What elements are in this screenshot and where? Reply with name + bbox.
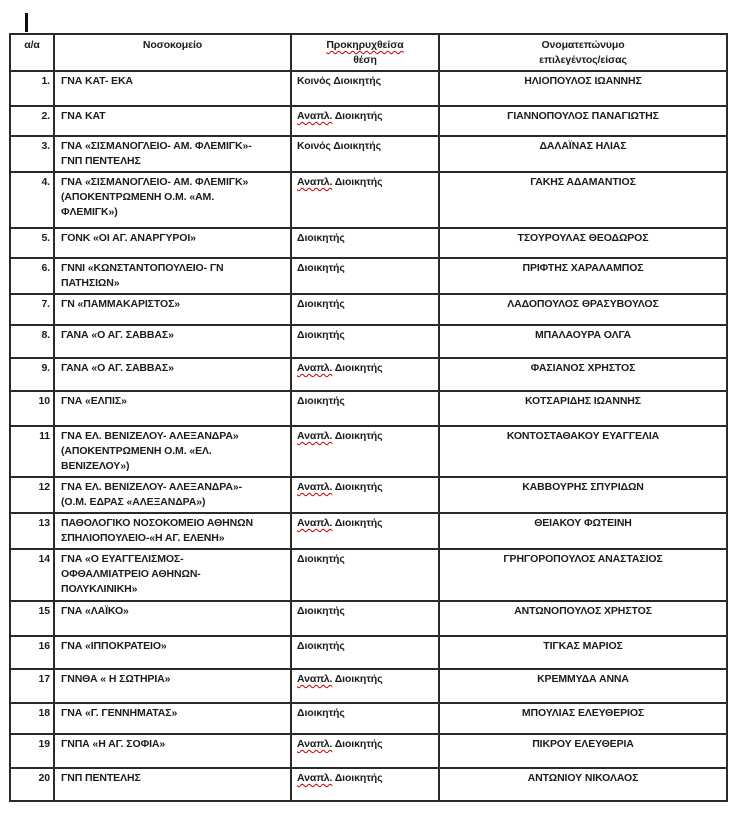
header-position-line2: θέση (353, 54, 377, 66)
position-cell: Αναπλ. Διοικητής (291, 358, 439, 391)
hospital-cell (54, 669, 291, 703)
table-row (10, 325, 727, 358)
header-position (291, 34, 439, 71)
position-cell: Διοικητής (291, 636, 439, 669)
appointee-name-cell: ΜΠΑΛΑΟΥΡΑ ΟΛΓΑ (439, 325, 727, 358)
position-cell: Διοικητής (291, 325, 439, 358)
header-hospital: Νοσοκομείο (54, 34, 291, 71)
hospital-line: ΓΝΑ ΕΛ. ΒΕΝΙΖΕΛΟΥ- ΑΛΕΞΑΝΔΡΑ»- (61, 481, 242, 493)
position-cell: Αναπλ. Διοικητής (291, 669, 439, 703)
row-number-cell: 10 (10, 391, 54, 426)
table-row (10, 228, 727, 258)
table-header-row (10, 34, 727, 71)
hospital-line: (ΑΠΟΚΕΝΤΡΩΜΕΝΗ Ο.Μ. «ΑΜ. (61, 191, 215, 203)
position-cell: Διοικητής (291, 703, 439, 734)
row-number-cell: 9. (10, 358, 54, 391)
hospital-line: ΠΑΘΟΛΟΓΙΚΟ ΝΟΣΟΚΟΜΕΙΟ ΑΘΗΝΩΝ (61, 517, 253, 529)
appointee-name-cell: ΑΝΤΩΝΟΠΟΥΛΟΣ ΧΡΗΣΤΟΣ (439, 601, 727, 636)
table-row (10, 172, 727, 228)
table-row (10, 734, 727, 768)
position-cell: Διοικητής (291, 294, 439, 325)
position-cell: Αναπλ. Διοικητής (291, 734, 439, 768)
header-num: α/α (10, 34, 54, 71)
position-cell: Διοικητής (291, 258, 439, 294)
hospital-line: ΒΕΝΙΖΕΛΟΥ») (61, 460, 130, 472)
table-row (10, 106, 727, 136)
misspelled-word: Αναπλ. (297, 481, 333, 493)
hospital-cell (54, 703, 291, 734)
appointee-name-cell: ΓΡΗΓΟΡΟΠΟΥΛΟΣ ΑΝΑΣΤΑΣΙΟΣ (439, 549, 727, 601)
hospital-cell (54, 549, 291, 601)
position-cell: Αναπλ. Διοικητής (291, 768, 439, 801)
hospital-line: ΓΑΝΑ «Ο ΑΓ. ΣΑΒΒΑΣ» (61, 329, 174, 341)
row-number-cell: 5. (10, 228, 54, 258)
hospital-line: ΟΦΘΑΛΜΙΑΤΡΕΙΟ ΑΘΗΝΩΝ- (61, 568, 201, 580)
position-cell: Κοινός Διοικητής (291, 136, 439, 172)
appointee-name-cell: ΛΑΔΟΠΟΥΛΟΣ ΘΡΑΣΥΒΟΥΛΟΣ (439, 294, 727, 325)
misspelled-word: Αναπλ. (297, 673, 333, 685)
row-number-cell: 12 (10, 477, 54, 513)
header-name-line2: επιλεγέντος/είσας (539, 54, 627, 66)
hospital-line: ΓΝΠ ΠΕΝΤΕΛΗΣ (61, 155, 141, 167)
appointee-name-cell: ΤΣΟΥΡΟΥΛΑΣ ΘΕΟΔΩΡΟΣ (439, 228, 727, 258)
hospital-line: ΠΑΤΗΣΙΩΝ» (61, 277, 120, 289)
table-row (10, 768, 727, 801)
row-number-cell: 19 (10, 734, 54, 768)
table-row (10, 703, 727, 734)
hospital-cell (54, 601, 291, 636)
hospital-cell (54, 636, 291, 669)
hospital-appointments-table (9, 33, 728, 802)
hospital-line: ΓΝΑ «Γ. ΓΕΝΝΗΜΑΤΑΣ» (61, 707, 178, 719)
row-number-cell: 16 (10, 636, 54, 669)
hospital-line: ΓΝΑ «Ο ΕΥΑΓΓΕΛΙΣΜΟΣ- (61, 553, 184, 565)
hospital-line: ΓΝΑ ΚΑΤ (61, 110, 106, 122)
misspelled-word: Προκηρυχθείσα (326, 39, 404, 51)
position-cell: Αναπλ. Διοικητής (291, 426, 439, 477)
row-number-cell: 4. (10, 172, 54, 228)
position-cell: Διοικητής (291, 228, 439, 258)
table-row (10, 549, 727, 601)
appointee-name-cell: ΜΠΟΥΛΙΑΣ ΕΛΕΥΘΕΡΙΟΣ (439, 703, 727, 734)
misspelled-word: Αναπλ. (297, 772, 333, 784)
appointee-name-cell: ΤΙΓΚΑΣ ΜΑΡΙΟΣ (439, 636, 727, 669)
hospital-line: ΓΝΑ «ΛΑΪΚΟ» (61, 605, 129, 617)
table-row (10, 513, 727, 549)
row-number-cell: 13 (10, 513, 54, 549)
row-number-cell: 11 (10, 426, 54, 477)
hospital-line: (ΑΠΟΚΕΝΤΡΩΜΕΝΗ Ο.Μ. «ΕΛ. (61, 445, 212, 457)
hospital-line: ΓΝΝΙ «ΚΩΝΣΤΑΝΤΟΠΟΥΛΕΙΟ- ΓΝ (61, 262, 224, 274)
hospital-line: (Ο.Μ. ΕΔΡΑΣ «ΑΛΕΞΑΝΔΡΑ») (61, 496, 206, 508)
position-cell: Διοικητής (291, 601, 439, 636)
table-row (10, 294, 727, 325)
text-cursor-mark (25, 13, 28, 32)
row-number-cell: 3. (10, 136, 54, 172)
appointee-name-cell: ΚΑΒΒΟΥΡΗΣ ΣΠΥΡΙΔΩΝ (439, 477, 727, 513)
table-row (10, 601, 727, 636)
appointee-name-cell: ΓΙΑΝΝΟΠΟΥΛΟΣ ΠΑΝΑΓΙΩΤΗΣ (439, 106, 727, 136)
hospital-cell (54, 358, 291, 391)
appointee-name-cell: ΚΟΝΤΟΣΤΑΘΑΚΟΥ ΕΥΑΓΓΕΛΙΑ (439, 426, 727, 477)
appointee-name-cell: ΑΝΤΩΝΙΟΥ ΝΙΚΟΛΑΟΣ (439, 768, 727, 801)
table-row (10, 258, 727, 294)
misspelled-word: Αναπλ. (297, 110, 333, 122)
hospital-line: ΠΟΛΥΚΛΙΝΙΚΗ» (61, 583, 138, 595)
row-number-cell: 1. (10, 71, 54, 106)
hospital-line: ΓΝΑ ΚΑΤ- ΕΚΑ (61, 75, 133, 87)
hospital-line: ΓΝΑ «ΙΠΠΟΚΡΑΤΕΙΟ» (61, 640, 167, 652)
misspelled-word: Αναπλ. (297, 430, 333, 442)
row-number-cell: 7. (10, 294, 54, 325)
hospital-line: ΓΝΑ «ΕΛΠΙΣ» (61, 395, 127, 407)
hospital-line: ΓΑΝΑ «Ο ΑΓ. ΣΑΒΒΑΣ» (61, 362, 174, 374)
misspelled-word: Αναπλ. (297, 362, 333, 374)
position-cell: Αναπλ. Διοικητής (291, 513, 439, 549)
table-row (10, 636, 727, 669)
appointee-name-cell: ΦΑΣΙΑΝΟΣ ΧΡΗΣΤΟΣ (439, 358, 727, 391)
table-body (10, 71, 727, 801)
position-cell: Αναπλ. Διοικητής (291, 106, 439, 136)
position-cell: Διοικητής (291, 549, 439, 601)
table-row (10, 358, 727, 391)
hospital-cell (54, 734, 291, 768)
position-cell: Αναπλ. Διοικητής (291, 477, 439, 513)
row-number-cell: 8. (10, 325, 54, 358)
position-cell: Αναπλ. Διοικητής (291, 172, 439, 228)
misspelled-word: Αναπλ. (297, 517, 333, 529)
hospital-line: ΓΟΝΚ «ΟΙ ΑΓ. ΑΝΑΡΓΥΡΟΙ» (61, 232, 196, 244)
appointee-name-cell: ΠΙΚΡΟΥ ΕΛΕΥΘΕΡΙΑ (439, 734, 727, 768)
appointee-name-cell: ΚΡΕΜΜΥΔΑ ΑΝΝΑ (439, 669, 727, 703)
hospital-cell (54, 426, 291, 477)
hospital-cell (54, 258, 291, 294)
row-number-cell: 20 (10, 768, 54, 801)
hospital-line: ΓΝΑ «ΣΙΣΜΑΝΟΓΛΕΙΟ- ΑΜ. ΦΛΕΜΙΓΚ»- (61, 140, 252, 152)
hospital-line: ΓΝΑ ΕΛ. ΒΕΝΙΖΕΛΟΥ- ΑΛΕΞΑΝΔΡΑ» (61, 430, 239, 442)
hospital-cell (54, 136, 291, 172)
position-cell: Διοικητής (291, 391, 439, 426)
hospital-cell (54, 513, 291, 549)
hospital-cell (54, 172, 291, 228)
hospital-cell (54, 768, 291, 801)
misspelled-word: Αναπλ. (297, 176, 333, 188)
table-row (10, 136, 727, 172)
row-number-cell: 6. (10, 258, 54, 294)
appointee-name-cell: ΚΟΤΣΑΡΙΔΗΣ ΙΩΑΝΝΗΣ (439, 391, 727, 426)
appointee-name-cell: ΠΡΙΦΤΗΣ ΧΑΡΑΛΑΜΠΟΣ (439, 258, 727, 294)
hospital-cell (54, 106, 291, 136)
hospital-cell (54, 477, 291, 513)
table-row (10, 391, 727, 426)
hospital-cell (54, 228, 291, 258)
hospital-line: ΓΝΠ ΠΕΝΤΕΛΗΣ (61, 772, 141, 784)
misspelled-word: Αναπλ. (297, 738, 333, 750)
hospital-cell (54, 71, 291, 106)
header-name-line1: Ονοματεπώνυμο (541, 39, 625, 51)
hospital-line: ΣΠΗΛΙΟΠΟΥΛΕΙΟ-«Η ΑΓ. ΕΛΕΝΗ» (61, 532, 225, 544)
row-number-cell: 18 (10, 703, 54, 734)
hospital-line: ΓΝΠΑ «Η ΑΓ. ΣΟΦΙΑ» (61, 738, 166, 750)
hospital-cell (54, 325, 291, 358)
appointee-name-cell: ΗΛΙΟΠΟΥΛΟΣ ΙΩΑΝΝΗΣ (439, 71, 727, 106)
appointee-name-cell: ΓΑΚΗΣ ΑΔΑΜΑΝΤΙΟΣ (439, 172, 727, 228)
row-number-cell: 2. (10, 106, 54, 136)
table-row (10, 426, 727, 477)
table-row (10, 71, 727, 106)
appointee-name-cell: ΔΑΛΑΪΝΑΣ ΗΛΙΑΣ (439, 136, 727, 172)
row-number-cell: 14 (10, 549, 54, 601)
table-row (10, 669, 727, 703)
hospital-line: ΦΛΕΜΙΓΚ») (61, 206, 118, 218)
position-cell: Κοινός Διοικητής (291, 71, 439, 106)
hospital-cell (54, 294, 291, 325)
table-row (10, 477, 727, 513)
hospital-line: ΓΝΝΘΑ « Η ΣΩΤΗΡΙΑ» (61, 673, 171, 685)
hospital-line: ΓΝ «ΠΑΜΜΑΚΑΡΙΣΤΟΣ» (61, 298, 181, 310)
row-number-cell: 15 (10, 601, 54, 636)
row-number-cell: 17 (10, 669, 54, 703)
hospital-cell (54, 391, 291, 426)
appointee-name-cell: ΘΕΙΑΚΟΥ ΦΩΤΕΙΝΗ (439, 513, 727, 549)
header-name (439, 34, 727, 71)
hospital-line: ΓΝΑ «ΣΙΣΜΑΝΟΓΛΕΙΟ- ΑΜ. ΦΛΕΜΙΓΚ» (61, 176, 249, 188)
